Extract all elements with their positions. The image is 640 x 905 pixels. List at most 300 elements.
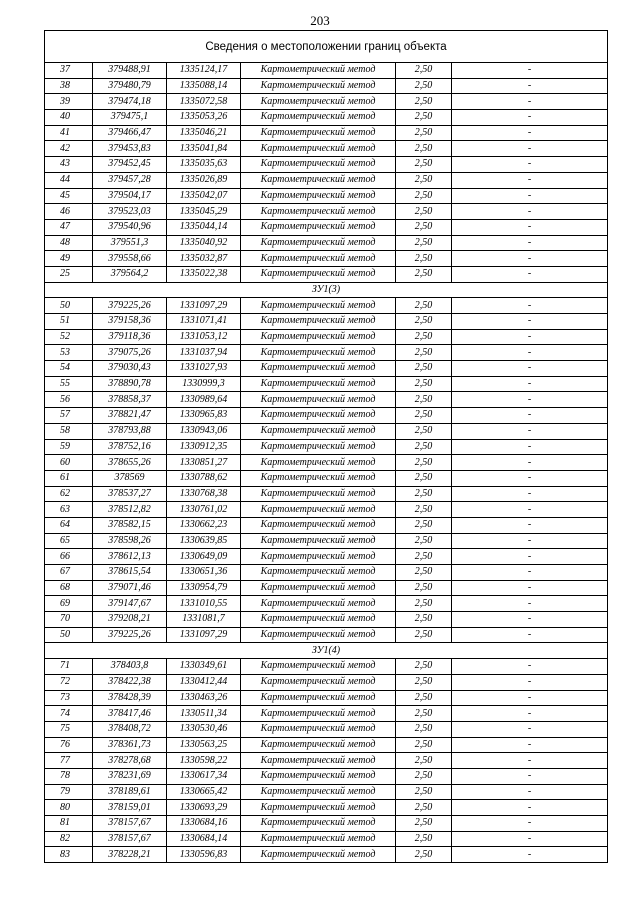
description-cell: -	[452, 565, 608, 581]
table-body	[45, 31, 608, 863]
description-cell: -	[452, 502, 608, 518]
description-cell: -	[452, 737, 608, 753]
y-coordinate-cell: 1330598,22	[167, 753, 241, 769]
point-number-cell: 75	[45, 721, 93, 737]
table-row	[45, 706, 608, 722]
method-cell: Картометрический метод	[241, 361, 396, 377]
description-cell: -	[452, 753, 608, 769]
description-cell: -	[452, 455, 608, 471]
method-cell: Картометрический метод	[241, 78, 396, 94]
x-coordinate-cell: 379452,45	[93, 157, 167, 173]
accuracy-cell: 2,50	[396, 800, 452, 816]
point-number-cell: 69	[45, 596, 93, 612]
accuracy-cell: 2,50	[396, 470, 452, 486]
description-cell: -	[452, 235, 608, 251]
table-row	[45, 188, 608, 204]
point-number-cell: 70	[45, 612, 93, 628]
x-coordinate-cell: 379030,43	[93, 361, 167, 377]
y-coordinate-cell: 1331097,29	[167, 298, 241, 314]
description-cell: -	[452, 721, 608, 737]
y-coordinate-cell: 1335026,89	[167, 172, 241, 188]
description-cell: -	[452, 549, 608, 565]
y-coordinate-cell: 1335072,58	[167, 94, 241, 110]
point-number-cell: 54	[45, 361, 93, 377]
y-coordinate-cell: 1331027,93	[167, 361, 241, 377]
point-number-cell: 74	[45, 706, 93, 722]
x-coordinate-cell: 378428,39	[93, 690, 167, 706]
description-cell: -	[452, 486, 608, 502]
accuracy-cell: 2,50	[396, 533, 452, 549]
point-number-cell: 57	[45, 408, 93, 424]
accuracy-cell: 2,50	[396, 235, 452, 251]
section-heading: ЗУ1(4)	[45, 643, 608, 659]
y-coordinate-cell: 1335040,92	[167, 235, 241, 251]
table-row	[45, 768, 608, 784]
table-row	[45, 78, 608, 94]
accuracy-cell: 2,50	[396, 110, 452, 126]
accuracy-cell: 2,50	[396, 204, 452, 220]
point-number-cell: 62	[45, 486, 93, 502]
x-coordinate-cell: 379523,03	[93, 204, 167, 220]
accuracy-cell: 2,50	[396, 78, 452, 94]
x-coordinate-cell: 379118,36	[93, 329, 167, 345]
x-coordinate-cell: 379488,91	[93, 63, 167, 79]
x-coordinate-cell: 378361,73	[93, 737, 167, 753]
accuracy-cell: 2,50	[396, 659, 452, 675]
point-number-cell: 64	[45, 517, 93, 533]
x-coordinate-cell: 378159,01	[93, 800, 167, 816]
table-row	[45, 502, 608, 518]
description-cell: -	[452, 816, 608, 832]
y-coordinate-cell: 1330965,83	[167, 408, 241, 424]
y-coordinate-cell: 1331053,12	[167, 329, 241, 345]
table-row	[45, 251, 608, 267]
y-coordinate-cell: 1330651,36	[167, 565, 241, 581]
point-number-cell: 60	[45, 455, 93, 471]
table-row	[45, 125, 608, 141]
description-cell: -	[452, 141, 608, 157]
accuracy-cell: 2,50	[396, 125, 452, 141]
y-coordinate-cell: 1330684,14	[167, 831, 241, 847]
y-coordinate-cell: 1335046,21	[167, 125, 241, 141]
method-cell: Картометрический метод	[241, 63, 396, 79]
method-cell: Картометрический метод	[241, 533, 396, 549]
method-cell: Картометрический метод	[241, 110, 396, 126]
description-cell: -	[452, 110, 608, 126]
method-cell: Картометрический метод	[241, 596, 396, 612]
x-coordinate-cell: 379457,28	[93, 172, 167, 188]
point-number-cell: 68	[45, 580, 93, 596]
method-cell: Картометрический метод	[241, 502, 396, 518]
accuracy-cell: 2,50	[396, 219, 452, 235]
description-cell: -	[452, 847, 608, 863]
y-coordinate-cell: 1335045,29	[167, 204, 241, 220]
accuracy-cell: 2,50	[396, 721, 452, 737]
description-cell: -	[452, 706, 608, 722]
point-number-cell: 47	[45, 219, 93, 235]
method-cell: Картометрический метод	[241, 674, 396, 690]
point-number-cell: 81	[45, 816, 93, 832]
method-cell: Картометрический метод	[241, 345, 396, 361]
table-row	[45, 565, 608, 581]
x-coordinate-cell: 378752,16	[93, 439, 167, 455]
method-cell: Картометрический метод	[241, 94, 396, 110]
table-row	[45, 800, 608, 816]
accuracy-cell: 2,50	[396, 706, 452, 722]
description-cell: -	[452, 219, 608, 235]
y-coordinate-cell: 1330665,42	[167, 784, 241, 800]
accuracy-cell: 2,50	[396, 376, 452, 392]
table-row	[45, 204, 608, 220]
y-coordinate-cell: 1330617,34	[167, 768, 241, 784]
method-cell: Картометрический метод	[241, 706, 396, 722]
y-coordinate-cell: 1330649,09	[167, 549, 241, 565]
table-row	[45, 266, 608, 282]
y-coordinate-cell: 1330989,64	[167, 392, 241, 408]
accuracy-cell: 2,50	[396, 549, 452, 565]
description-cell: -	[452, 784, 608, 800]
y-coordinate-cell: 1330999,3	[167, 376, 241, 392]
x-coordinate-cell: 378615,54	[93, 565, 167, 581]
table-title: Сведения о местоположении границ объекта	[45, 31, 608, 63]
point-number-cell: 44	[45, 172, 93, 188]
method-cell: Картометрический метод	[241, 816, 396, 832]
point-number-cell: 59	[45, 439, 93, 455]
y-coordinate-cell: 1330693,29	[167, 800, 241, 816]
description-cell: -	[452, 659, 608, 675]
table-row	[45, 361, 608, 377]
x-coordinate-cell: 379158,36	[93, 314, 167, 330]
description-cell: -	[452, 612, 608, 628]
method-cell: Картометрический метод	[241, 721, 396, 737]
x-coordinate-cell: 378278,68	[93, 753, 167, 769]
point-number-cell: 83	[45, 847, 93, 863]
x-coordinate-cell: 379466,47	[93, 125, 167, 141]
x-coordinate-cell: 379540,96	[93, 219, 167, 235]
description-cell: -	[452, 408, 608, 424]
description-cell: -	[452, 517, 608, 533]
x-coordinate-cell: 378228,21	[93, 847, 167, 863]
table-row	[45, 816, 608, 832]
method-cell: Картометрический метод	[241, 768, 396, 784]
boundary-table	[44, 30, 608, 863]
y-coordinate-cell: 1335032,87	[167, 251, 241, 267]
table-row	[45, 157, 608, 173]
accuracy-cell: 2,50	[396, 188, 452, 204]
method-cell: Картометрический метод	[241, 125, 396, 141]
x-coordinate-cell: 379208,21	[93, 612, 167, 628]
table-row	[45, 235, 608, 251]
x-coordinate-cell: 379551,3	[93, 235, 167, 251]
table-row	[45, 596, 608, 612]
table-row	[45, 392, 608, 408]
accuracy-cell: 2,50	[396, 486, 452, 502]
x-coordinate-cell: 378403,8	[93, 659, 167, 675]
table-row	[45, 721, 608, 737]
table-row	[45, 737, 608, 753]
description-cell: -	[452, 314, 608, 330]
table-row	[45, 141, 608, 157]
method-cell: Картометрический метод	[241, 690, 396, 706]
description-cell: -	[452, 94, 608, 110]
method-cell: Картометрический метод	[241, 580, 396, 596]
point-number-cell: 51	[45, 314, 93, 330]
table-row	[45, 298, 608, 314]
method-cell: Картометрический метод	[241, 659, 396, 675]
x-coordinate-cell: 378821,47	[93, 408, 167, 424]
description-cell: -	[452, 329, 608, 345]
y-coordinate-cell: 1335044,14	[167, 219, 241, 235]
accuracy-cell: 2,50	[396, 627, 452, 643]
point-number-cell: 40	[45, 110, 93, 126]
accuracy-cell: 2,50	[396, 690, 452, 706]
y-coordinate-cell: 1330563,25	[167, 737, 241, 753]
table-row	[45, 784, 608, 800]
method-cell: Картометрический метод	[241, 188, 396, 204]
y-coordinate-cell: 1335053,26	[167, 110, 241, 126]
y-coordinate-cell: 1330530,46	[167, 721, 241, 737]
accuracy-cell: 2,50	[396, 314, 452, 330]
accuracy-cell: 2,50	[396, 408, 452, 424]
x-coordinate-cell: 379504,17	[93, 188, 167, 204]
point-number-cell: 58	[45, 423, 93, 439]
point-number-cell: 39	[45, 94, 93, 110]
table-row	[45, 110, 608, 126]
accuracy-cell: 2,50	[396, 63, 452, 79]
point-number-cell: 41	[45, 125, 93, 141]
accuracy-cell: 2,50	[396, 361, 452, 377]
point-number-cell: 49	[45, 251, 93, 267]
accuracy-cell: 2,50	[396, 580, 452, 596]
x-coordinate-cell: 378537,27	[93, 486, 167, 502]
point-number-cell: 48	[45, 235, 93, 251]
x-coordinate-cell: 378512,82	[93, 502, 167, 518]
y-coordinate-cell: 1335124,17	[167, 63, 241, 79]
description-cell: -	[452, 63, 608, 79]
description-cell: -	[452, 361, 608, 377]
y-coordinate-cell: 1331010,55	[167, 596, 241, 612]
y-coordinate-cell: 1335042,07	[167, 188, 241, 204]
method-cell: Картометрический метод	[241, 737, 396, 753]
method-cell: Картометрический метод	[241, 141, 396, 157]
y-coordinate-cell: 1330684,16	[167, 816, 241, 832]
table-row	[45, 408, 608, 424]
method-cell: Картометрический метод	[241, 847, 396, 863]
method-cell: Картометрический метод	[241, 470, 396, 486]
description-cell: -	[452, 627, 608, 643]
x-coordinate-cell: 378157,67	[93, 831, 167, 847]
x-coordinate-cell: 378157,67	[93, 816, 167, 832]
y-coordinate-cell: 1330851,27	[167, 455, 241, 471]
table-row	[45, 674, 608, 690]
description-cell: -	[452, 125, 608, 141]
point-number-cell: 50	[45, 627, 93, 643]
x-coordinate-cell: 378582,15	[93, 517, 167, 533]
accuracy-cell: 2,50	[396, 612, 452, 628]
accuracy-cell: 2,50	[396, 737, 452, 753]
y-coordinate-cell: 1330412,44	[167, 674, 241, 690]
point-number-cell: 77	[45, 753, 93, 769]
description-cell: -	[452, 674, 608, 690]
accuracy-cell: 2,50	[396, 674, 452, 690]
page-number: 203	[310, 13, 330, 28]
accuracy-cell: 2,50	[396, 768, 452, 784]
method-cell: Картометрический метод	[241, 800, 396, 816]
method-cell: Картометрический метод	[241, 423, 396, 439]
method-cell: Картометрический метод	[241, 784, 396, 800]
y-coordinate-cell: 1330788,62	[167, 470, 241, 486]
point-number-cell: 43	[45, 157, 93, 173]
x-coordinate-cell: 379075,26	[93, 345, 167, 361]
description-cell: -	[452, 78, 608, 94]
table-title-row	[45, 31, 608, 63]
description-cell: -	[452, 266, 608, 282]
method-cell: Картометрический метод	[241, 266, 396, 282]
accuracy-cell: 2,50	[396, 251, 452, 267]
method-cell: Картометрический метод	[241, 235, 396, 251]
x-coordinate-cell: 378422,38	[93, 674, 167, 690]
y-coordinate-cell: 1330463,26	[167, 690, 241, 706]
accuracy-cell: 2,50	[396, 847, 452, 863]
description-cell: -	[452, 204, 608, 220]
method-cell: Картометрический метод	[241, 486, 396, 502]
method-cell: Картометрический метод	[241, 549, 396, 565]
description-cell: -	[452, 157, 608, 173]
accuracy-cell: 2,50	[396, 298, 452, 314]
x-coordinate-cell: 379474,18	[93, 94, 167, 110]
accuracy-cell: 2,50	[396, 455, 452, 471]
description-cell: -	[452, 251, 608, 267]
description-cell: -	[452, 439, 608, 455]
method-cell: Картометрический метод	[241, 455, 396, 471]
accuracy-cell: 2,50	[396, 439, 452, 455]
x-coordinate-cell: 378890,78	[93, 376, 167, 392]
x-coordinate-cell: 378612,13	[93, 549, 167, 565]
accuracy-cell: 2,50	[396, 753, 452, 769]
accuracy-cell: 2,50	[396, 157, 452, 173]
method-cell: Картометрический метод	[241, 172, 396, 188]
method-cell: Картометрический метод	[241, 831, 396, 847]
table-row	[45, 580, 608, 596]
point-number-cell: 55	[45, 376, 93, 392]
method-cell: Картометрический метод	[241, 627, 396, 643]
x-coordinate-cell: 379453,83	[93, 141, 167, 157]
y-coordinate-cell: 1330761,02	[167, 502, 241, 518]
x-coordinate-cell: 379480,79	[93, 78, 167, 94]
accuracy-cell: 2,50	[396, 565, 452, 581]
method-cell: Картометрический метод	[241, 517, 396, 533]
description-cell: -	[452, 188, 608, 204]
point-number-cell: 73	[45, 690, 93, 706]
accuracy-cell: 2,50	[396, 329, 452, 345]
x-coordinate-cell: 378189,61	[93, 784, 167, 800]
point-number-cell: 52	[45, 329, 93, 345]
y-coordinate-cell: 1330511,34	[167, 706, 241, 722]
description-cell: -	[452, 298, 608, 314]
method-cell: Картометрический метод	[241, 329, 396, 345]
x-coordinate-cell: 378569	[93, 470, 167, 486]
method-cell: Картометрический метод	[241, 392, 396, 408]
point-number-cell: 71	[45, 659, 93, 675]
method-cell: Картометрический метод	[241, 753, 396, 769]
point-number-cell: 56	[45, 392, 93, 408]
method-cell: Картометрический метод	[241, 251, 396, 267]
table-row	[45, 329, 608, 345]
method-cell: Картометрический метод	[241, 298, 396, 314]
accuracy-cell: 2,50	[396, 345, 452, 361]
x-coordinate-cell: 379225,26	[93, 627, 167, 643]
point-number-cell: 79	[45, 784, 93, 800]
point-number-cell: 72	[45, 674, 93, 690]
table-row	[45, 690, 608, 706]
y-coordinate-cell: 1330943,06	[167, 423, 241, 439]
accuracy-cell: 2,50	[396, 596, 452, 612]
point-number-cell: 80	[45, 800, 93, 816]
description-cell: -	[452, 800, 608, 816]
table-row	[45, 753, 608, 769]
point-number-cell: 61	[45, 470, 93, 486]
table-row	[45, 314, 608, 330]
y-coordinate-cell: 1331071,41	[167, 314, 241, 330]
table-row	[45, 549, 608, 565]
table-row	[45, 486, 608, 502]
section-heading-row	[45, 643, 608, 659]
x-coordinate-cell: 378231,69	[93, 768, 167, 784]
table-row	[45, 659, 608, 675]
y-coordinate-cell: 1330639,85	[167, 533, 241, 549]
description-cell: -	[452, 423, 608, 439]
point-number-cell: 45	[45, 188, 93, 204]
table-row	[45, 345, 608, 361]
point-number-cell: 63	[45, 502, 93, 518]
x-coordinate-cell: 378598,26	[93, 533, 167, 549]
accuracy-cell: 2,50	[396, 831, 452, 847]
description-cell: -	[452, 596, 608, 612]
section-heading-row	[45, 282, 608, 298]
y-coordinate-cell: 1331097,29	[167, 627, 241, 643]
x-coordinate-cell: 379225,26	[93, 298, 167, 314]
table-row	[45, 627, 608, 643]
table-row	[45, 376, 608, 392]
accuracy-cell: 2,50	[396, 816, 452, 832]
x-coordinate-cell: 379147,67	[93, 596, 167, 612]
method-cell: Картометрический метод	[241, 314, 396, 330]
y-coordinate-cell: 1331081,7	[167, 612, 241, 628]
x-coordinate-cell: 379071,46	[93, 580, 167, 596]
description-cell: -	[452, 768, 608, 784]
point-number-cell: 65	[45, 533, 93, 549]
table-row	[45, 423, 608, 439]
section-heading: ЗУ1(3)	[45, 282, 608, 298]
accuracy-cell: 2,50	[396, 517, 452, 533]
table-row	[45, 455, 608, 471]
description-cell: -	[452, 345, 608, 361]
x-coordinate-cell: 379564,2	[93, 266, 167, 282]
table-row	[45, 439, 608, 455]
accuracy-cell: 2,50	[396, 94, 452, 110]
method-cell: Картометрический метод	[241, 157, 396, 173]
table-row	[45, 533, 608, 549]
x-coordinate-cell: 378655,26	[93, 455, 167, 471]
x-coordinate-cell: 378858,37	[93, 392, 167, 408]
point-number-cell: 25	[45, 266, 93, 282]
point-number-cell: 76	[45, 737, 93, 753]
method-cell: Картометрический метод	[241, 439, 396, 455]
table-row	[45, 517, 608, 533]
y-coordinate-cell: 1331037,94	[167, 345, 241, 361]
y-coordinate-cell: 1330954,79	[167, 580, 241, 596]
accuracy-cell: 2,50	[396, 502, 452, 518]
